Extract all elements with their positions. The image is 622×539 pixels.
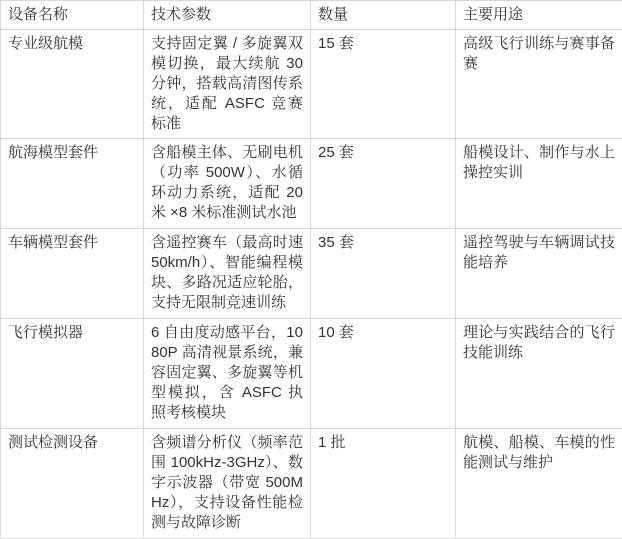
table-row	[1, 429, 622, 539]
table-row	[1, 139, 622, 229]
table-header	[1, 1, 622, 30]
table-body	[1, 30, 622, 539]
header-cell-main-usage: 主要用途	[456, 1, 622, 30]
header-row	[1, 1, 622, 30]
cell-quantity: 35 套	[311, 229, 456, 319]
cell-equipment-name: 专业级航模	[1, 30, 144, 139]
cell-tech-params: 含遥控赛车（最高时速 50km/h）、智能编程模块、多路况适应轮胎，支持无限制竞速训练	[144, 229, 311, 319]
cell-quantity: 25 套	[311, 139, 456, 229]
header-cell-tech-params: 技术参数	[144, 1, 311, 30]
cell-main-usage: 高级飞行训练与赛事备赛	[456, 30, 622, 139]
cell-equipment-name: 车辆模型套件	[1, 229, 144, 319]
table-row	[1, 319, 622, 429]
cell-main-usage: 航模、船模、车模的性能测试与维护	[456, 429, 622, 539]
cell-tech-params: 含船模主体、无刷电机（功率 500W）、水循环动力系统，适配 20 米 ×8 米标准测试水池	[144, 139, 311, 229]
cell-main-usage: 遥控驾驶与车辆调试技能培养	[456, 229, 622, 319]
cell-tech-params: 含频谱分析仪（频率范围 100kHz-3GHz）、数字示波器（带宽 500MHz），支持设备性能检测与故障诊断	[144, 429, 311, 539]
header-cell-quantity: 数量	[311, 1, 456, 30]
cell-equipment-name: 航海模型套件	[1, 139, 144, 229]
cell-main-usage: 船模设计、制作与水上操控实训	[456, 139, 622, 229]
cell-tech-params: 6 自由度动感平台，1080P 高清视景系统，兼容固定翼、多旋翼等机型模拟，含 ASFC 执照考核模块	[144, 319, 311, 429]
cell-quantity: 1 批	[311, 429, 456, 539]
cell-equipment-name: 测试检测设备	[1, 429, 144, 539]
cell-main-usage: 理论与实践结合的飞行技能训练	[456, 319, 622, 429]
table-row	[1, 30, 622, 139]
cell-equipment-name: 飞行模拟器	[1, 319, 144, 429]
cell-quantity: 10 套	[311, 319, 456, 429]
cell-quantity: 15 套	[311, 30, 456, 139]
header-cell-equipment-name: 设备名称	[1, 1, 144, 30]
cell-tech-params: 支持固定翼 / 多旋翼双模切换，最大续航 30 分钟，搭载高清图传系统，适配 ASFC 竞赛标准	[144, 30, 311, 139]
table-row	[1, 229, 622, 319]
